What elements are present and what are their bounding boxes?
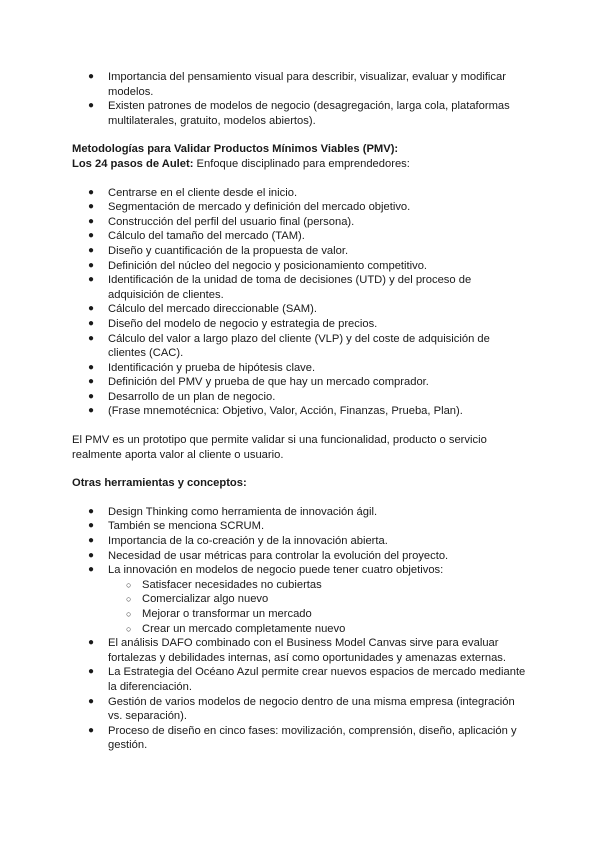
bullet-icon: ● [88, 332, 95, 344]
bullet-icon: ● [88, 376, 95, 388]
list-item: ● Diseño del modelo de negocio y estrategia de precios. [88, 317, 378, 330]
list-item: ● Definición del PMV y prueba de que hay un mercado comprador. [88, 376, 429, 389]
list-item: ● La innovación en modelos de negocio puede tener cuatro objetivos: ○ Satisfacer necesidades no cubiertas ○ Comercializar algo nuevo ○ Mejorar o transformar un mercado ○ Crear un mercado completamente nuevo [72, 563, 528, 636]
bullet-icon: ● [88, 520, 95, 532]
intro-bullet-list [72, 70, 528, 128]
list-item: ● Cálculo del valor a largo plazo del cliente (VLP) y del coste de adquisición de clientes (CAC). [88, 332, 490, 360]
aulet-subheading: Los 24 pasos de Aulet: Enfoque disciplinado para emprendedores: [72, 157, 410, 170]
bullet-icon: ● [88, 201, 95, 213]
list-item: ● Proceso de diseño en cinco fases: movilización, comprensión, diseño, aplicación y gestión. [88, 724, 517, 752]
list-item: ● Definición del núcleo del negocio y posicionamiento competitivo. [88, 259, 428, 272]
list-item: ● Importancia de la co-creación y de la innovación abierta. [88, 535, 388, 548]
circle-bullet-icon: ○ [126, 579, 132, 590]
sublist-item: ○ Satisfacer necesidades no cubiertas [126, 578, 322, 591]
list-item: ● El análisis DAFO combinado con el Business Model Canvas sirve para evaluar fortalezas y debilidades internas, así como oportunidades y amenazas externas. [88, 637, 507, 664]
circle-bullet-icon: ○ [126, 609, 132, 619]
aulet-steps-list [72, 186, 528, 420]
bullet-icon: ● [88, 71, 95, 82]
bullet-icon: ● [88, 361, 95, 373]
list-item: ● Centrarse en el cliente desde el inicio. [88, 186, 298, 199]
list-item: ● Existen patrones de modelos de negocio (desagregación, larga cola, plataformas multilaterales, gratuito, modelos abiertos). [88, 100, 510, 127]
list-item: ● La Estrategia del Océano Azul permite crear nuevos espacios de mercado mediante la diferenciación. [88, 666, 526, 693]
bullet-icon: ● [88, 390, 95, 402]
bullet-icon: ● [88, 303, 95, 315]
list-item: ● Identificación de la unidad de toma de decisiones (UTD) y del proceso de adquisición de clientes. [88, 274, 472, 301]
document-page [72, 70, 528, 753]
bullet-icon: ● [88, 666, 95, 678]
list-item: ● También se menciona SCRUM. [88, 520, 265, 533]
list-item: ● Cálculo del mercado direccionable (SAM). [88, 303, 317, 316]
circle-bullet-icon: ○ [126, 594, 132, 605]
circle-bullet-icon: ○ [126, 623, 132, 634]
bullet-icon: ● [88, 244, 95, 256]
list-item: ● Cálculo del tamaño del mercado (TAM). [88, 230, 305, 243]
list-item: ● Construcción del perfil del usuario final (persona). [88, 215, 355, 228]
bullet-icon: ● [88, 317, 95, 329]
list-item: ● Desarrollo de un plan de negocio. [88, 390, 276, 403]
list-item: ● Diseño y cuantificación de la propuesta de valor. [88, 244, 349, 257]
list-item: ● Necesidad de usar métricas para controlar la evolución del proyecto. [88, 549, 449, 562]
sublist-item: ○ Mejorar o transformar un mercado [126, 608, 312, 620]
bullet-icon: ● [88, 274, 95, 286]
list-item: ● Design Thinking como herramienta de innovación ágil. [88, 505, 378, 518]
bullet-icon: ● [88, 505, 95, 517]
bullet-icon: ● [88, 564, 95, 576]
bullet-icon: ● [88, 695, 95, 707]
list-item: ● Gestión de varios modelos de negocio dentro de una misma empresa (integración vs. separación). [88, 695, 515, 723]
objectives-sublist [108, 578, 528, 636]
bullet-icon: ● [88, 186, 95, 198]
bullet-icon: ● [88, 637, 95, 649]
list-item: ● Segmentación de mercado y definición del mercado objetivo. [88, 201, 411, 214]
bullet-icon: ● [88, 724, 95, 736]
bullet-icon: ● [88, 549, 95, 561]
bullet-icon: ● [88, 535, 95, 547]
tools-bullet-list [72, 505, 528, 753]
pmv-paragraph: El PMV es un prototipo que permite validar si una funcionalidad, producto o servicio realmente aporta valor al cliente o usuario. [72, 434, 487, 461]
list-item: ● Identificación y prueba de hipótesis clave. [88, 361, 316, 374]
sublist-item: ○ Crear un mercado completamente nuevo [126, 622, 346, 635]
list-item: ● Importancia del pensamiento visual para describir, visualizar, evaluar y modificar modelos. [88, 71, 506, 98]
bullet-icon: ● [88, 405, 95, 417]
bullet-icon: ● [88, 215, 95, 227]
sublist-item: ○ Comercializar algo nuevo [126, 593, 269, 606]
bullet-icon: ● [88, 100, 95, 112]
list-item: ● (Frase mnemotécnica: Objetivo, Valor, Acción, Finanzas, Prueba, Plan). [88, 405, 463, 418]
bullet-icon: ● [88, 259, 95, 271]
pmv-heading: Metodologías para Validar Productos Mínimos Viables (PMV): [72, 143, 399, 156]
tools-heading: Otras herramientas y conceptos: [72, 477, 247, 490]
bullet-icon: ● [88, 230, 95, 242]
